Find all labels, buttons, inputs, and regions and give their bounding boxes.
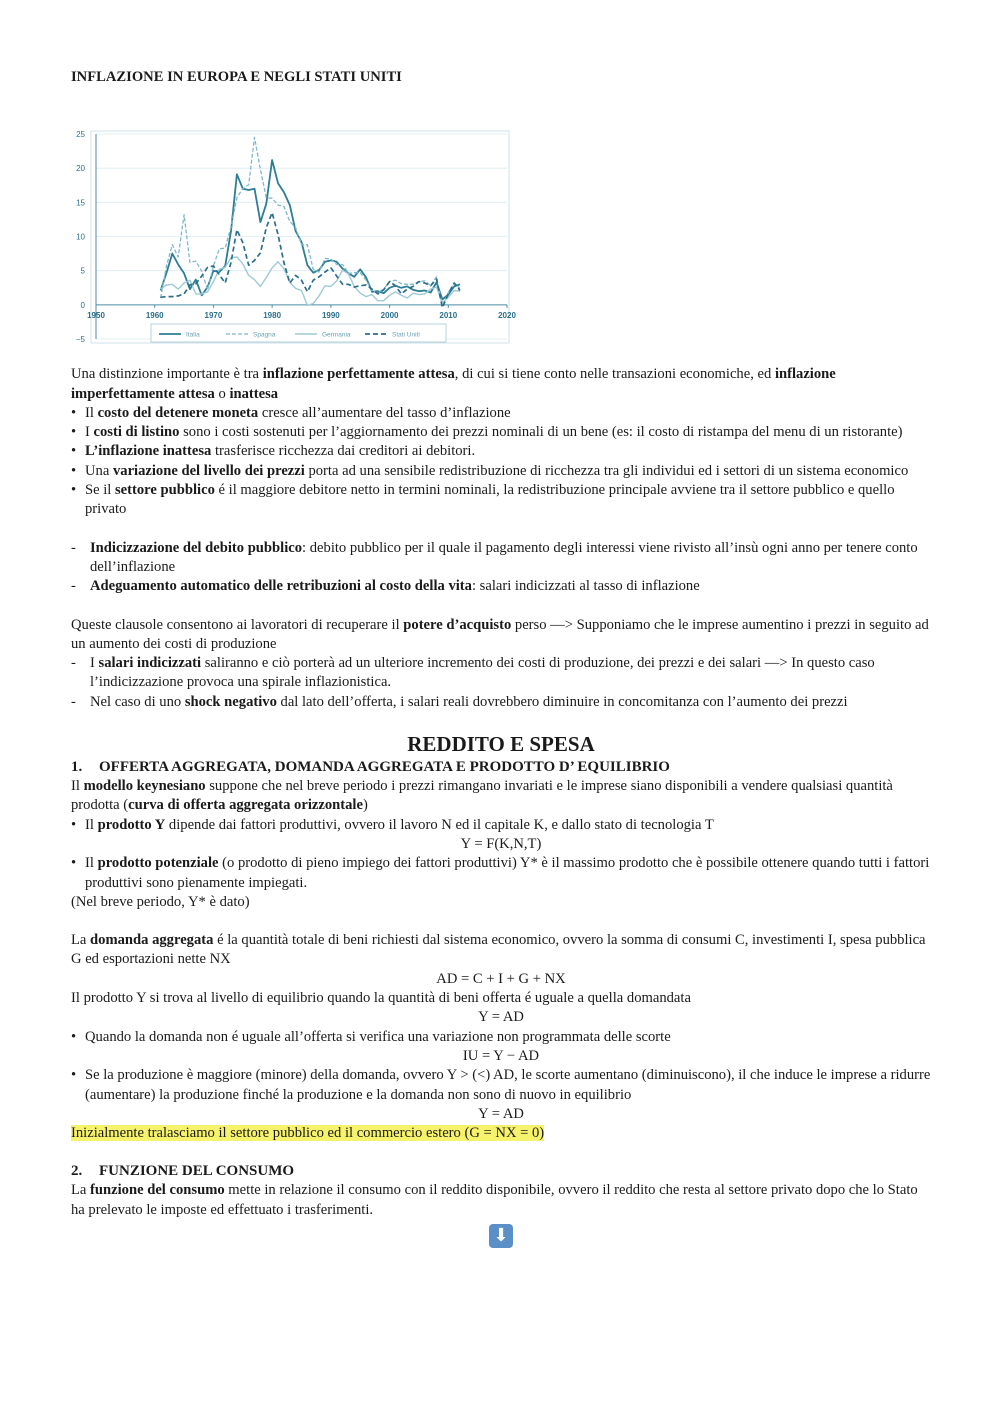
text: Una [85,462,113,479]
bold-term: prodotto Y [97,816,166,833]
text: dal lato dell’offerta, i salari reali dovrebbero diminuire in concomitanza con l’aumento dei prezzi [276,693,848,710]
list-item [71,404,931,423]
bold-term: salari indicizzati [98,655,202,672]
note-short-run: (Nel breve periodo, Y* è dato) [71,893,250,910]
inflation-chart-svg [69,91,529,349]
legend-label: Germania [322,331,351,339]
paragraph-equilibrium: Il prodotto Y si trova al livello di equilibrio quando la quantità di beni offerta é uguale a quella domandata [71,990,691,1007]
text: : salari indicizzati al tasso di inflazione [471,578,700,595]
x-tick-label: 1960 [145,311,164,321]
text: trasferisce ricchezza dai creditori ai debitori. [211,443,476,460]
list-item [71,854,931,893]
bold-term: variazione del livello dei prezzi [112,462,305,479]
down-arrow-icon: ⬇ [489,1224,513,1248]
list-item [71,481,931,520]
bullet-list-costs [71,404,931,520]
text: I [90,655,99,672]
bold-term: modello keynesiano [83,778,206,795]
bullet-list-output [71,816,931,835]
heading-2 [71,1162,931,1181]
spacer [71,597,931,616]
highlighted-note [71,1124,931,1143]
bold-term: Indicizzazione del debito pubblico [90,539,303,556]
text: Il [71,778,84,795]
bold-term: settore pubblico [115,482,215,499]
bold-term: inflazione perfettamente attesa [262,366,455,383]
text: o [214,385,230,402]
bold-term: costo del detenere moneta [97,404,259,421]
list-item [71,539,931,578]
list-item: • Se la produzione è maggiore (minore) della domanda, ovvero Y > (<) AD, le scorte aumentano (diminuiscono), il che induce le imprese a ridurre (aumentare) la produzione finché la produzione e la domanda non sono di nuovo in equilibrio [71,1066,931,1105]
spacer [71,1143,931,1162]
text: dipende dai fattori produttivi, ovvero il lavoro N ed il capitale K, e dallo stato di tecnologia T [165,816,714,833]
y-tick-label: 5 [80,266,85,276]
dash-list-spiral [71,654,931,712]
equation-equilibrium: Y = AD [478,1009,524,1026]
y-tick-label: 15 [76,198,85,208]
text: perso —> Supponiamo che le imprese aumentino i prezzi in seguito ad un aumento dei costi di produzione [71,616,929,652]
text: Il [85,816,98,833]
list-item [71,462,931,481]
text: ) [362,797,368,814]
text: Il [85,855,98,872]
bold-term: domanda aggregata [90,932,214,949]
dash-list-indexation [71,539,931,597]
list-item [71,693,931,712]
x-tick-label: 1990 [321,311,340,321]
legend-label: Stati Uniti [392,331,420,339]
spacer [71,520,931,539]
text: La [71,932,91,949]
section-title-reddito-spesa: REDDITO E SPESA [407,732,595,757]
text: Se il [85,482,115,499]
heading-1 [71,758,931,777]
text: mette in relazione il consumo con il reddito disponibile, ovvero il reddito che resta al settore privato dopo che lo Stato ha prelevato le imposte ed effettuato i trasferimenti. [71,1182,918,1218]
x-tick-label: 1970 [204,311,223,321]
y-tick-label: 20 [76,164,85,174]
equation-production-function: Y = F(K,N,T) [460,835,542,852]
equation-unplanned-inventory: IU = Y − AD [462,1047,540,1064]
y-tick-label: 25 [76,130,85,140]
bullet-list-potential [71,854,931,893]
text: saliranno e ciò porterà ad un ulteriore incremento dei costi di produzione, dei prezzi e dei salari —> In questo caso l’indicizzazione provoca una spirale inflazionistica. [90,655,875,691]
bold-term: potere d’acquisto [403,616,512,633]
series-line-italia [161,160,460,299]
bold-term: L’inflazione inattesa [85,443,212,460]
bold-term: costi di listino [93,424,180,441]
y-tick-label: 10 [76,232,85,242]
text: Nel caso di uno [90,693,185,710]
text: (o prodotto di pieno impiego dei fattori produttivi) Y* è il massimo prodotto che è possibile ottenere quando tutti i fattori produttivi sono pienamente impiegati. [85,855,930,891]
document-page [71,68,931,1248]
x-tick-label: 2010 [439,311,458,321]
paragraph-aggregate-demand [71,931,931,970]
list-item [71,442,931,461]
bullet-list-inventories [71,1028,931,1047]
bold-term: curva di offerta aggregata orizzontale [128,797,363,814]
y-tick-label: 0 [80,301,85,311]
paragraph-consumption-function [71,1181,931,1220]
paragraph-clauses [71,616,931,655]
text: sono i costi sostenuti per l’aggiornamento dei prezzi nominali di un bene (es: il costo di ristampa del menu di un ristorante) [179,424,903,441]
y-tick-label: −5 [75,335,85,345]
legend-label: Italia [186,331,200,339]
equation-equilibrium-2: Y = AD [478,1105,524,1122]
heading-text: FUNZIONE DEL CONSUMO [99,1163,295,1180]
text: , di cui si tiene conto nelle transazioni economiche, ed [454,366,775,383]
text: I [85,424,94,441]
text: é il maggiore debitore netto in termini nominali, la redistribuzione principale avviene tra il settore pubblico e quello privato [85,482,895,518]
list-item [71,654,931,693]
text: é la quantità totale di beni richiesti dal sistema economico, ovvero la somma di consumi C, investimenti I, spesa pubblica G ed esportazioni nette NX [71,932,926,968]
document-title: INFLAZIONE IN EUROPA E NEGLI STATI UNITI [71,69,402,85]
text: cresce all’aumentare del tasso d’inflazione [258,404,511,421]
list-item [71,423,931,442]
x-tick-label: 1980 [263,311,282,321]
list-item: • Quando la domanda non é uguale all’offerta si verifica una variazione non programmata delle scorte [71,1028,931,1047]
legend-label: Spagna [253,331,276,339]
heading-text: OFFERTA AGGREGATA, DOMANDA AGGREGATA E PRODOTTO D’ EQUILIBRIO [99,759,670,776]
paragraph-keynesian-model [71,777,931,816]
x-tick-label: 1950 [87,311,105,321]
text: Queste clausole consentono ai lavoratori di recuperare il [71,616,404,633]
list-item [71,577,931,596]
bold-term: shock negativo [184,693,277,710]
text: La [71,1182,91,1199]
bold-term: prodotto potenziale [97,855,219,872]
bold-term: inflazione imperfettamente attesa [71,366,836,402]
inflation-chart [69,91,529,349]
bold-term: Adeguamento automatico delle retribuzioni al costo della vita [90,578,472,595]
list-item [71,816,931,835]
highlight-text: Inizialmente tralasciamo il settore pubblico ed il commercio estero (G = NX = 0) [71,1125,545,1142]
heading-number: 2. [71,1163,83,1180]
bullet-list-adjustment [71,1066,931,1105]
x-tick-label: 2000 [380,311,399,321]
spacer [71,912,931,931]
bold-term: funzione del consumo [90,1182,225,1199]
text: : debito pubblico per il quale il pagamento degli interessi viene rivisto all’insù ogni anno per tenere conto dell’inflazione [90,539,918,575]
paragraph-inflation-types [71,365,931,404]
equation-aggregate-demand: AD = C + I + G + NX [436,970,566,987]
series-line-spagna [161,138,460,308]
text: porta ad una sensibile redistribuzione di ricchezza tra gli individui ed i settori di un sistema economico [304,462,909,479]
text: Il [85,404,98,421]
bold-term: inattesa [229,385,279,402]
x-tick-label: 2020 [498,311,516,321]
text: suppone che nel breve periodo i prezzi rimangano invariati e le imprese siano disponibili a vendere qualsiasi quantità prodotta ( [71,778,893,814]
heading-number: 1. [71,759,83,776]
text: Una distinzione importante è tra [71,366,263,383]
